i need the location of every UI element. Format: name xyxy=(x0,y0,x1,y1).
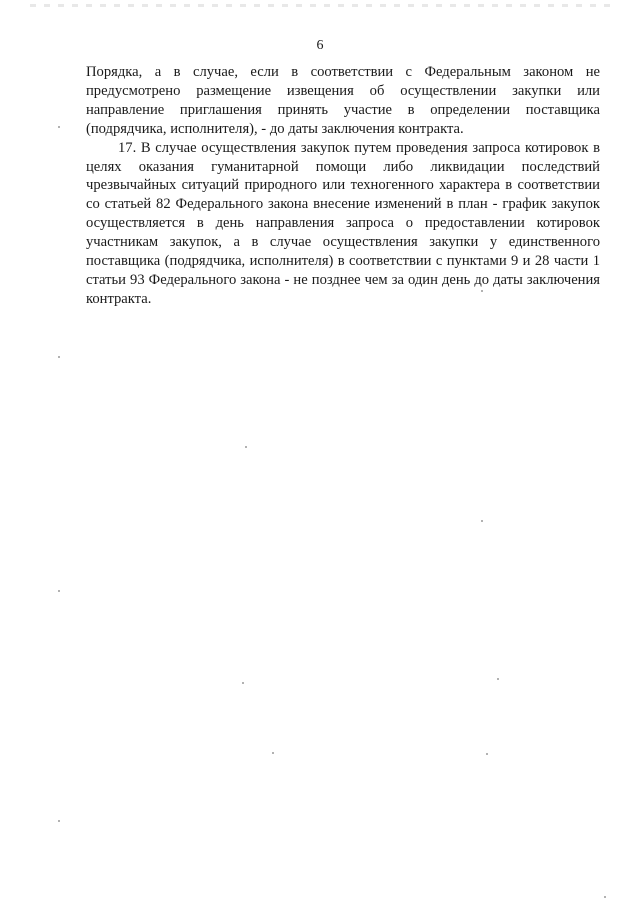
scan-speck xyxy=(242,682,244,684)
scan-speck xyxy=(58,356,60,358)
scan-speck xyxy=(604,896,606,898)
page-number: 6 xyxy=(316,38,324,53)
scan-speck xyxy=(58,820,60,822)
scan-edge-artifact xyxy=(30,4,610,7)
paragraph-17: 17. В случае осуществления закупок путем проведения запроса котировок в целях оказания гуманитарной помощи либо ликвидации последствий чрезвычайных ситуаций природного или техногенного характера в соответствии со статьей 82 Федерального закона внесение изменений в план - график закупок осуществляется в день направления запроса о предоставлении котировок участникам закупок, а в случае осуществления закупки у единственного поставщика (подрядчика, исполнителя) в соответствии с пунктами 9 и 28 части 1 статьи 93 Федерального закона - не позднее чем за один день до даты заключения контракта. xyxy=(86,139,600,307)
document-body xyxy=(86,63,600,309)
scan-speck xyxy=(245,446,247,448)
scan-speck xyxy=(497,678,499,680)
scan-speck xyxy=(481,290,483,292)
scan-speck xyxy=(58,590,60,592)
paragraph-continuation: Порядка, а в случае, если в соответствии с Федеральным законом не предусмотрено размещение извещения об осуществлении закупки или направление приглашения принять участие в определении поставщика (подрядчика, исполнителя), - до даты заключения контракта. xyxy=(86,64,600,137)
scan-speck xyxy=(58,126,60,128)
scan-speck xyxy=(481,520,483,522)
scan-speck xyxy=(486,753,488,755)
scan-speck xyxy=(272,752,274,754)
